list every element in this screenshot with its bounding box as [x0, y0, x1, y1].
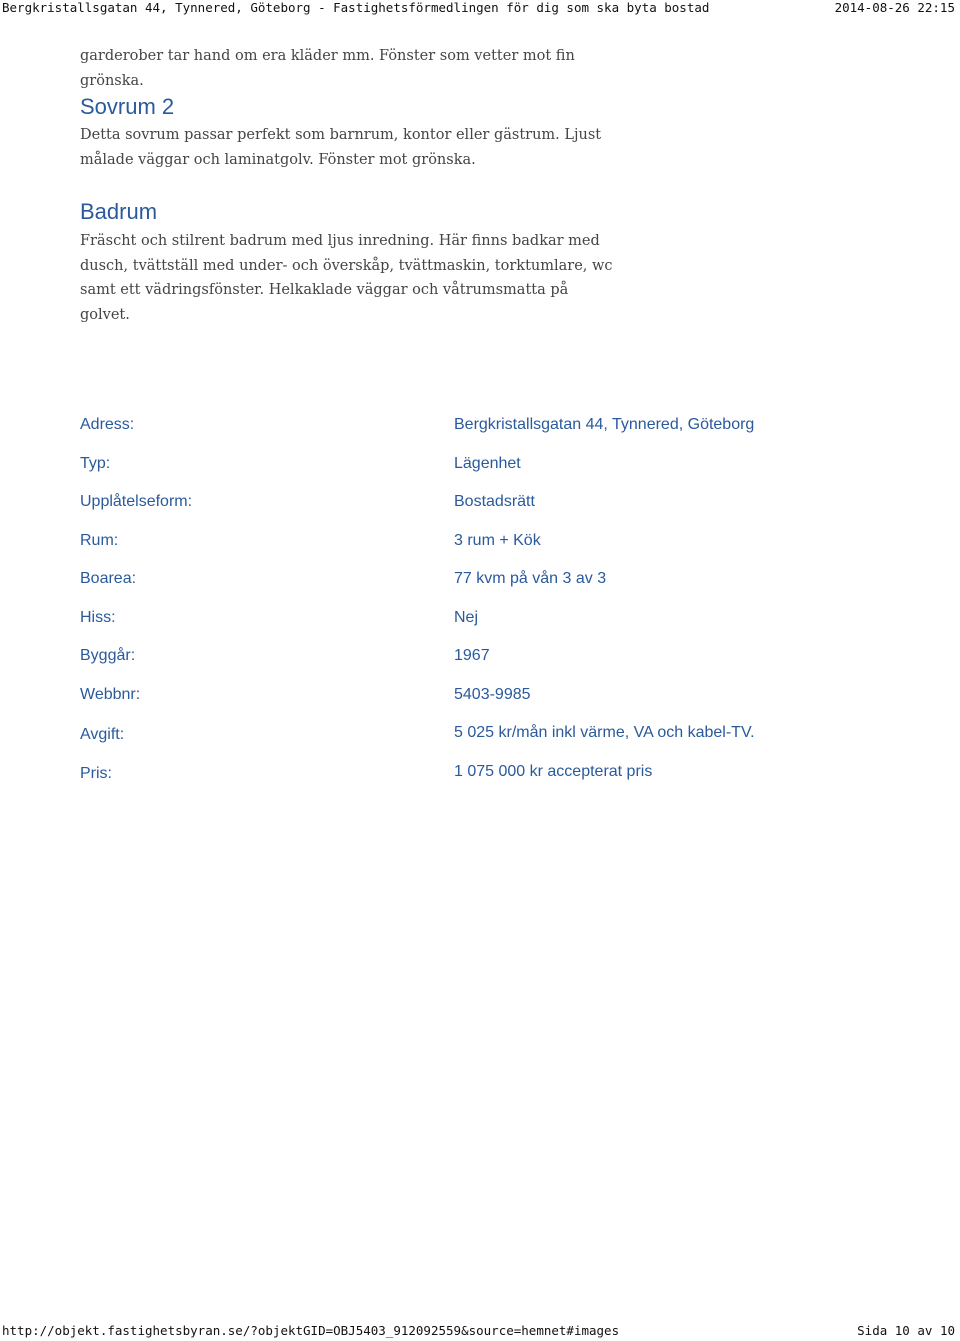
fact-value: Bostadsrätt [454, 493, 535, 510]
fact-row-typ [80, 451, 880, 490]
fact-label: Webbnr: [80, 685, 141, 703]
fact-value: 77 kvm på vån 3 av 3 [454, 570, 607, 587]
fact-value: Nej [454, 608, 479, 626]
fact-label: Pris: [80, 764, 112, 782]
fact-value: 3 rum + Kök [454, 531, 541, 549]
fact-row-pris [80, 759, 880, 798]
fact-row-upplatelseform [80, 489, 880, 528]
fact-value: 1967 [454, 647, 490, 664]
fact-row-hiss [80, 605, 880, 644]
sovrum2-heading: Sovrum 2 [80, 94, 175, 119]
fact-value: Lägenhet [454, 454, 521, 472]
fact-label: Byggår: [80, 647, 136, 664]
fact-value: 1 075 000 kr accepterat pris [454, 762, 653, 780]
sovrum2-paragraph: Detta sovrum passar perfekt som barnrum, kontor eller gästrum. Ljust målade väggar och laminatgolv. Fönster mot grönska. [80, 127, 602, 168]
intro-paragraph: garderober tar hand om era kläder mm. Fönster som vetter mot fin grönska. [80, 48, 575, 89]
fact-row-avgift [80, 720, 880, 759]
fact-row-rum [80, 528, 880, 567]
print-footer [0, 1322, 960, 1340]
fact-value: Bergkristallsgatan 44, Tynnered, Göteborg [454, 416, 755, 433]
fact-row-webbnr [80, 682, 880, 721]
fact-label: Typ: [80, 454, 111, 472]
print-header [0, 0, 960, 18]
fact-label: Adress: [80, 416, 135, 433]
property-facts [80, 412, 880, 797]
fact-label: Hiss: [80, 608, 116, 626]
print-header-date: 2014-08-26 22:15 [834, 0, 955, 15]
badrum-paragraph: Fräscht och stilrent badrum med ljus inredning. Här finns badkar med dusch, tvättställ med under- och överskåp, tvättmaskin, torktumlare, wc samt ett vädringsfönster. Helkaklade väggar och våtrumsmatta på golvet. [80, 233, 613, 323]
print-footer-page-number: Sida 10 av 10 [857, 1323, 955, 1338]
fact-label: Upplåtelseform: [80, 493, 193, 510]
fact-label: Boarea: [80, 570, 137, 587]
print-header-title: Bergkristallsgatan 44, Tynnered, Göteborg - Fastighetsförmedlingen för dig som ska byta bostad [2, 0, 710, 15]
fact-row-adress [80, 412, 880, 451]
fact-label: Rum: [80, 531, 119, 549]
fact-row-boarea [80, 566, 880, 605]
badrum-heading: Badrum [80, 199, 158, 224]
fact-value: 5403-9985 [454, 685, 531, 703]
fact-row-byggar [80, 643, 880, 682]
fact-label: Avgift: [80, 726, 125, 743]
print-footer-url: http://objekt.fastighetsbyran.se/?objektGID=OBJ5403_912092559&source=hemnet#images [2, 1323, 620, 1338]
fact-value: 5 025 kr/mån inkl värme, VA och kabel-TV. [454, 724, 755, 741]
